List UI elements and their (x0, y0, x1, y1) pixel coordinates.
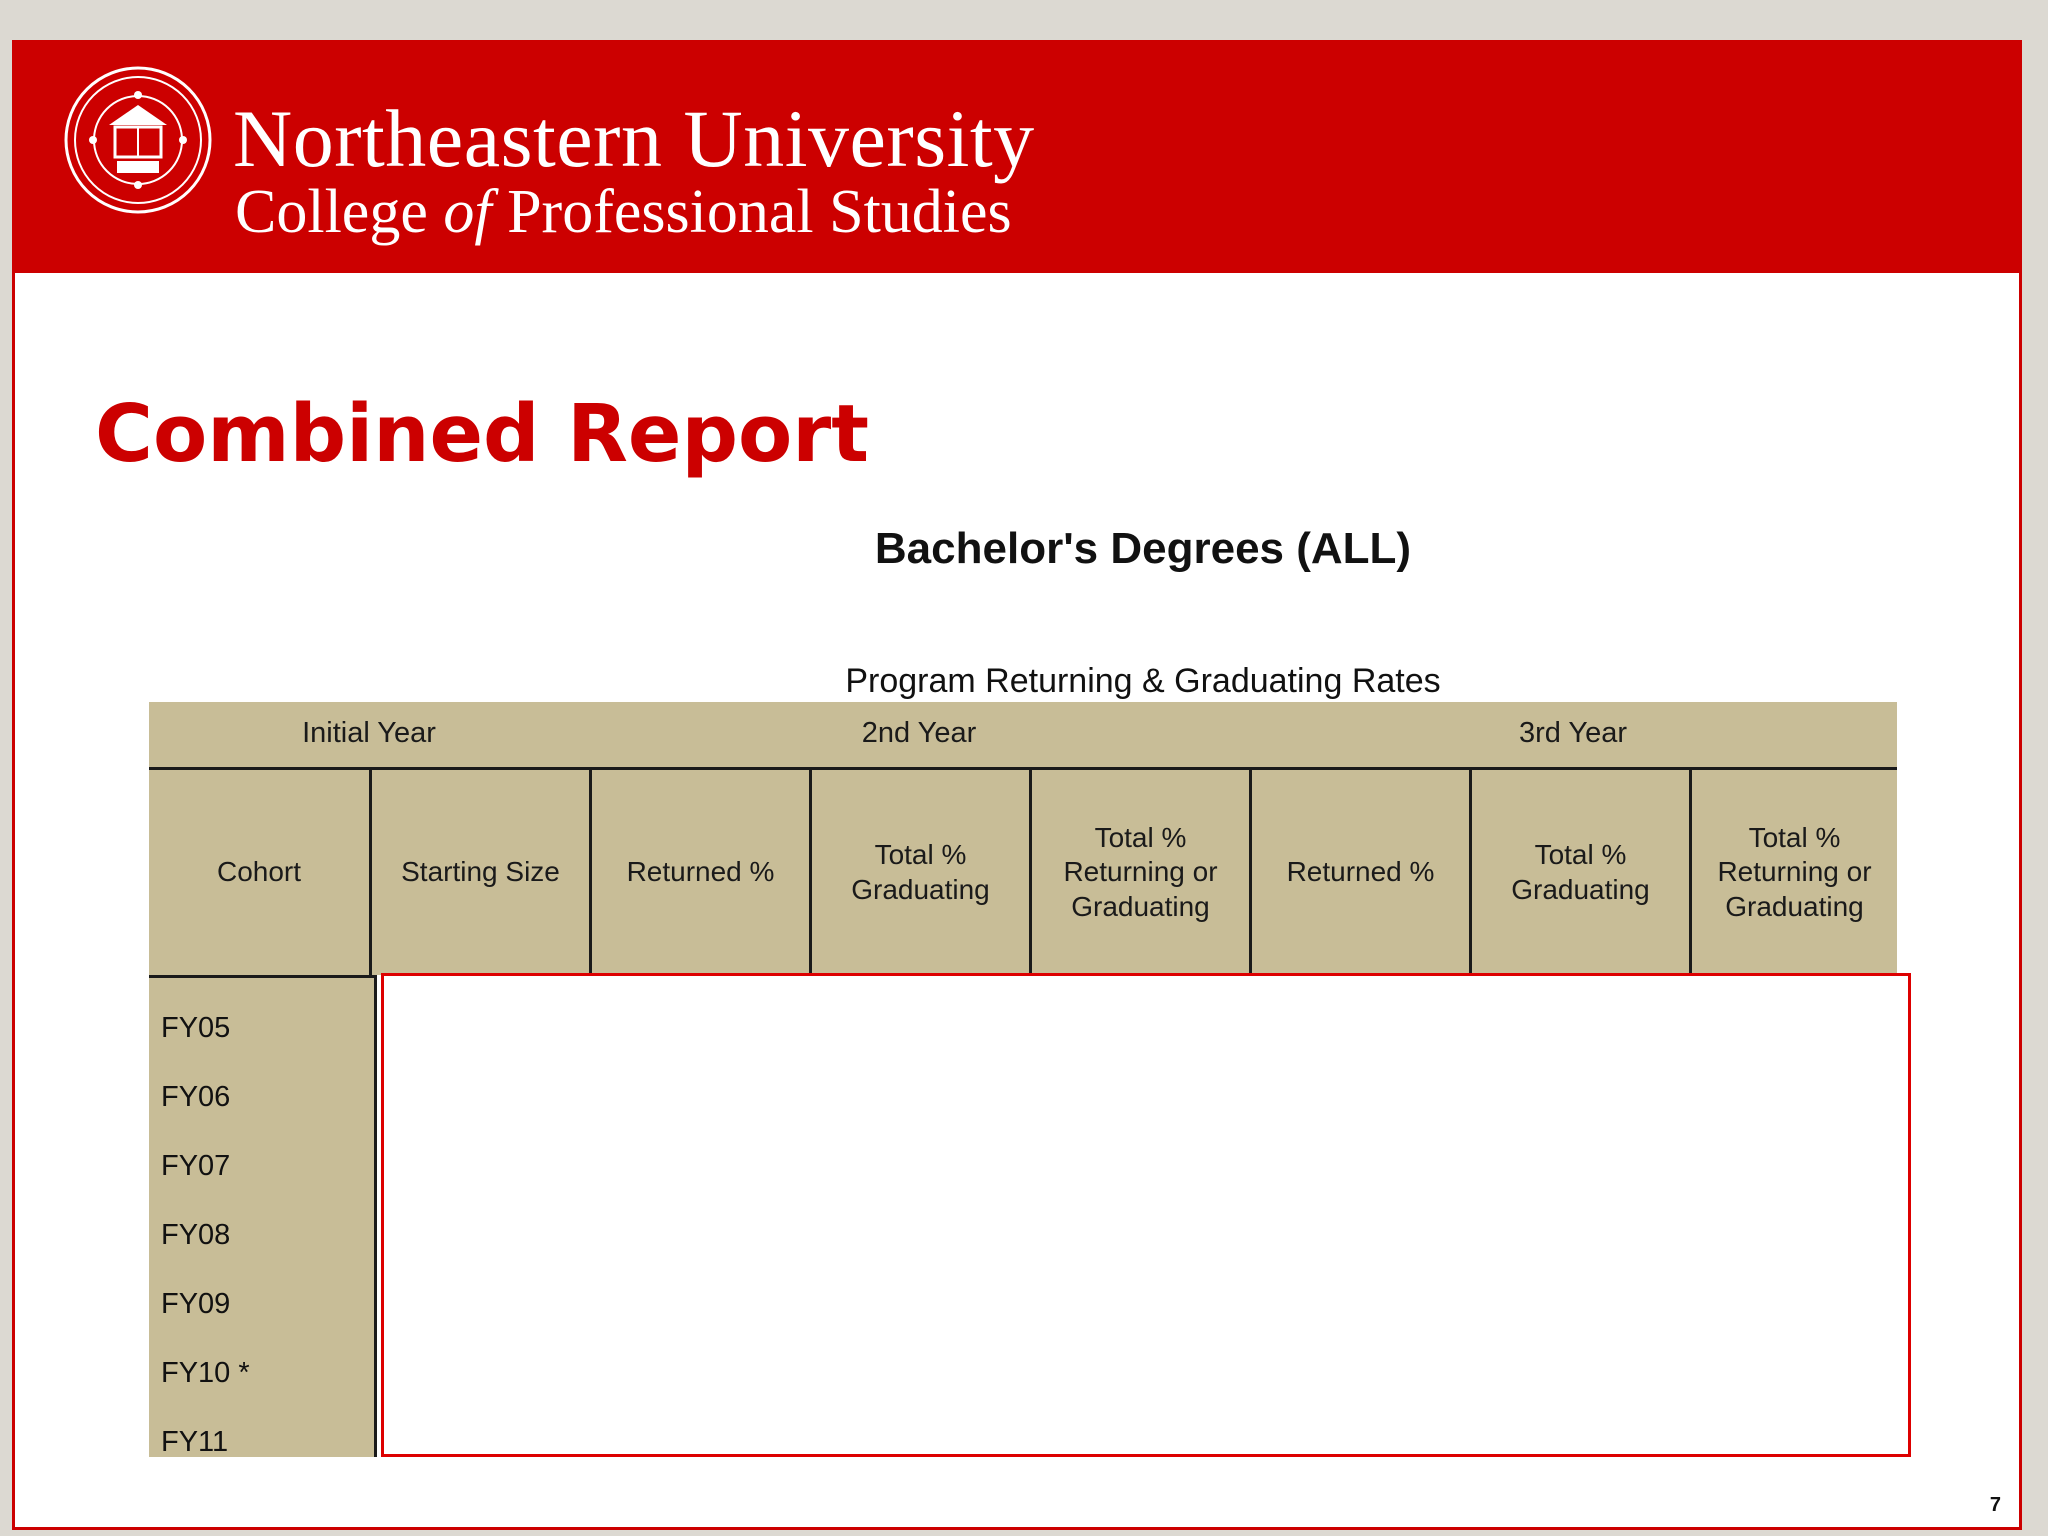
group-3rd-year: 3rd Year (1518, 717, 1628, 749)
cohort-fy06: FY06 (161, 1081, 231, 1113)
university-seal-icon (63, 65, 213, 215)
col-header-returning-or-graduating-2nd: Total % Returning or Graduating (1029, 770, 1249, 975)
col-header-returned-2nd: Returned % (589, 770, 809, 975)
cohort-fy07: FY07 (161, 1150, 231, 1182)
col-header-returning-or-graduating-3rd: Total % Returning or Graduating (1689, 770, 1897, 975)
col-header-returned-3rd: Returned % (1249, 770, 1469, 975)
table-caption: Program Returning & Graduating Rates (845, 662, 1441, 700)
table-group-header-row (149, 702, 1897, 770)
cohort-fy05: FY05 (161, 1012, 231, 1044)
group-2nd-year: 2nd Year (861, 717, 977, 749)
group-initial-year: Initial Year (302, 717, 436, 749)
cohort-column (149, 975, 377, 1457)
university-name: Northeastern University (233, 93, 1035, 184)
report-title: Combined Report (95, 388, 870, 480)
cohort-fy09: FY09 (161, 1288, 231, 1320)
col-header-cohort: Cohort (216, 856, 302, 888)
table-column-header-row (149, 770, 1897, 975)
col-header-graduating-2nd: Total % Graduating (809, 770, 1029, 975)
header-banner (15, 43, 2019, 273)
college-of: of (443, 178, 492, 246)
college-prefix: College (235, 178, 428, 246)
college-name (235, 178, 1012, 246)
table-title: Bachelor's Degrees (ALL) (874, 524, 1412, 573)
slide (12, 40, 2022, 1530)
cohort-fy11: FY11 (161, 1426, 229, 1458)
col-header-graduating-3rd: Total % Graduating (1469, 770, 1689, 975)
table-data-area (381, 973, 1911, 1457)
cohort-fy08: FY08 (161, 1219, 231, 1251)
college-suffix: Professional Studies (507, 178, 1012, 246)
page-number: 7 (1989, 1494, 2001, 1516)
col-header-starting-size: Starting Size (369, 770, 589, 975)
cohort-fy10: FY10 * (161, 1357, 250, 1389)
